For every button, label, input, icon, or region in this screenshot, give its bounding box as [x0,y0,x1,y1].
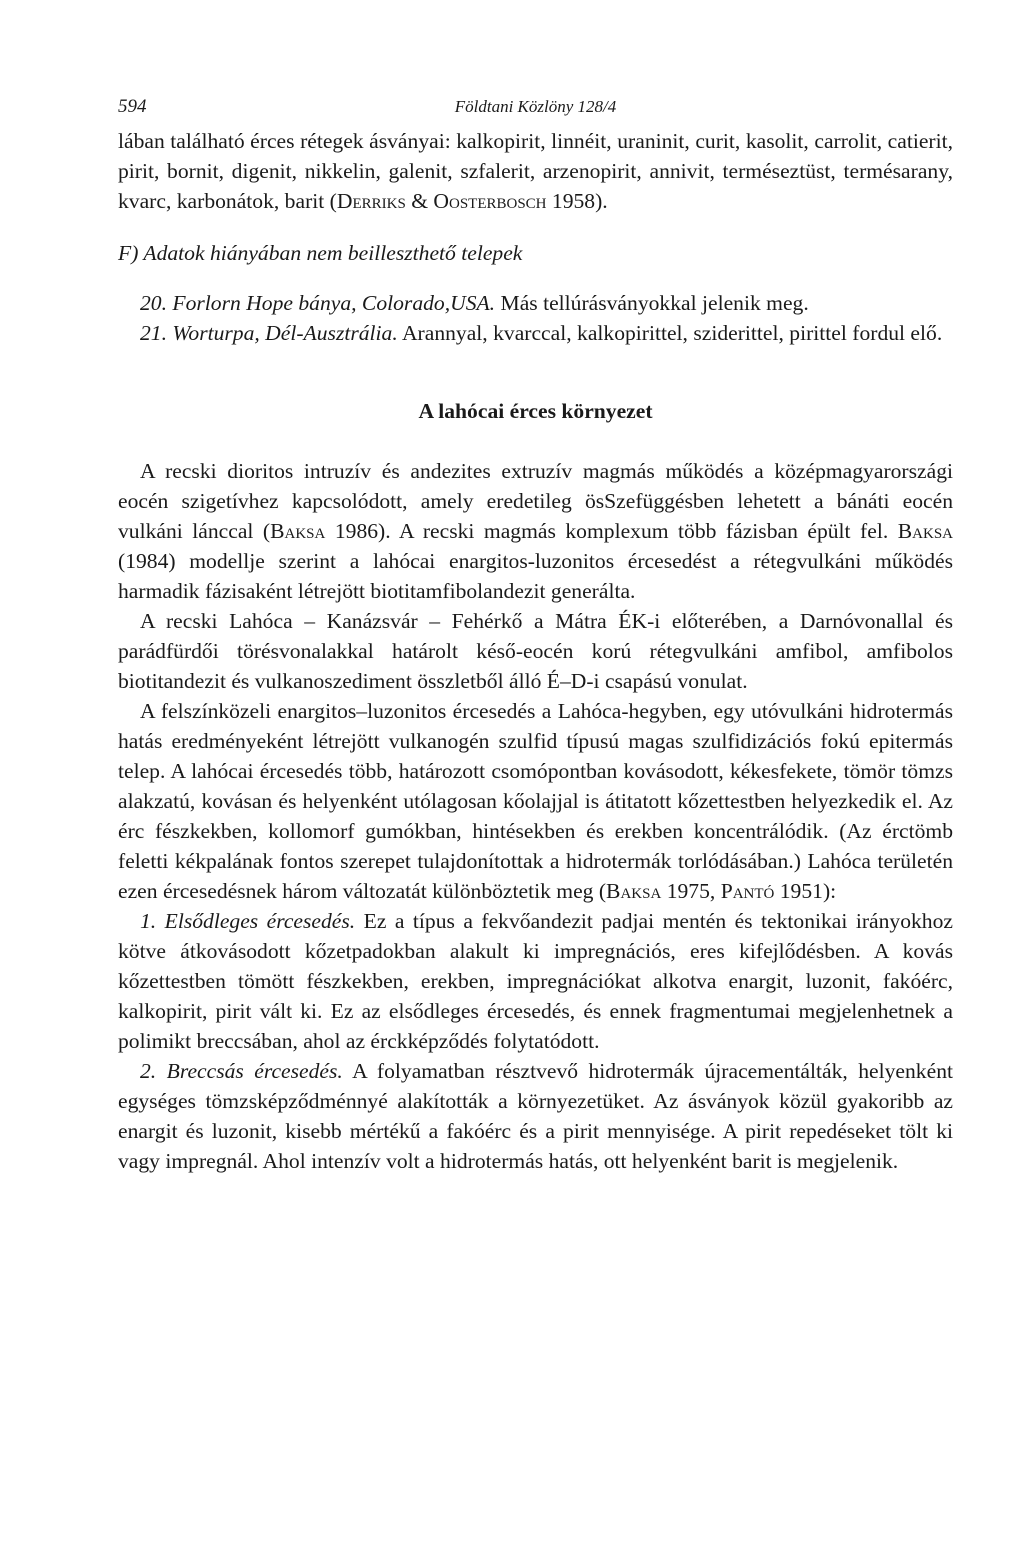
para3-text-c: 1951): [774,879,837,903]
citation-author: Baksa [606,879,662,903]
citation-author: Baksa [897,519,953,543]
entry-name: 21. Worturpa, Dél-Ausztrália. [140,321,398,345]
para3-text-b: 1975, [661,879,721,903]
para1-text-a: A recski dioritos intruzív és andezites extruzív magmás működés a középmagyarországi eocén szigetívhez kapcsolódott, amely eredetileg ösSzefüggésben lehetett a bánáti eocén vulkáni lánccal ( [118,459,953,543]
paragraph-3 [118,696,953,906]
journal-title: Földtani Közlöny 128/4 [454,97,617,116]
section-f-heading: F) Adatok hiányában nem beilleszthető telepek [118,241,523,265]
citation-author: Derriks & Oosterbosch [336,189,547,213]
citation-author: Pantó [720,879,775,903]
deposit-entries [118,288,953,348]
page [118,92,953,1176]
entry-text: Más tellúrásványokkal jelenik meg. [495,291,809,315]
list-item-2 [118,1056,953,1176]
running-head [118,92,953,126]
list-item-text: Ez a típus a fekvőandezit padjai mentén és tektonikai irányokhoz kötve átkovásodott kőzetpadokban alakult ki impregnációs, eres kifejlődésben. A kovás kőzettestben tömött fészkekben, erekben, impregnációkat alkotva enargit, luzonit, fakóérc, kalkopirit, pirit vált ki. Ez az elsődleges ércesedés, és ennek fragmentumai megjelenhetnek a polimikt breccsában, ahol az érckképződés folytatódott. [118,909,953,1053]
citation-year: 1958). [546,189,608,213]
list-item-label: 2. Breccsás ércesedés. [140,1059,343,1083]
citation-author: Baksa [270,519,326,543]
entry-20 [118,288,953,318]
list-item-1 [118,906,953,1056]
section-title: A lahócai érces környezet [418,399,653,423]
page-number: 594 [118,96,147,117]
para1-text-b: 1986). A recski magmás komplexum több fázisban épült fel. [325,519,898,543]
paragraph-1 [118,456,953,606]
paragraph-2: A recski Lahóca – Kanázsvár – Fehérkő a Mátra ÉK-i előterében, a Darnóvonallal és parádfürdői törésvonalakkal határolt késő-eocén korú rétegvulkáni amfibol, amfibolos biotitandezit és vulkanoszediment összletből álló É–D-i csapású vonulat. [118,609,953,693]
intro-text: lában található érces rétegek ásványai: kalkopirit, linnéit, uraninit, curit, kasolit, carrolit, catierit, pirit, bornit, digenit, nikkelin, galenit, szfalerit, arzenopirit, annivit, terméseztüst, termésarany, kvarc, karbonátok, barit ( [118,129,953,213]
list-item-label: 1. Elsődleges ércesedés. [140,909,356,933]
entry-21 [118,318,953,348]
intro-paragraph [118,126,953,216]
para3-text-a: A felszínközeli enargitos–luzonitos ércesedés a Lahóca-hegyben, egy utóvulkáni hidrotermás hatás eredményeként létrejött vulkanogén szulfid típusú magas szulfidizációs fokú epitermás telep. A lahócai ércesedés több, határozott csomópontban kovásodott, kékesfekete, tömör tömzs alakzatú, kovásan és helyenként utólagosan kőolajjal is átitatott kőzettestben helyezkedik el. Az érc fészkekben, kollomorf gumókban, hintésekben és erekben koncentrálódik. (Az érctömb feletti kékpalának fontos szerepet tulajdonítottak a hidrotermák torlódásában.) Lahóca területén ezen ércesedésnek három változatát különböztetik meg ( [118,699,953,903]
para1-text-c: (1984) modellje szerint a lahócai enargitos-luzonitos ércesedést a rétegvulkáni működés harmadik fázisaként létrejött biotitamfibolandezit generálta. [118,549,953,603]
entry-name: 20. Forlorn Hope bánya, Colorado,USA. [140,291,496,315]
entry-text: Arannyal, kvarccal, kalkopirittel, sziderittel, pirittel fordul elő. [397,321,943,345]
list-item-text: A folyamatban résztvevő hidrotermák újracementálták, helyenként egységes tömzsképződménnyé alakították a környezetüket. Az ásványok közül gyakoribb az enargit és luzonit, kisebb mértékű a fakóérc és a pirit mennyisége. A pirit repedéseket tölt ki vagy impregnál. Ahol intenzív volt a hidrotermás hatás, ott helyenként barit is megjelenik. [118,1059,953,1173]
